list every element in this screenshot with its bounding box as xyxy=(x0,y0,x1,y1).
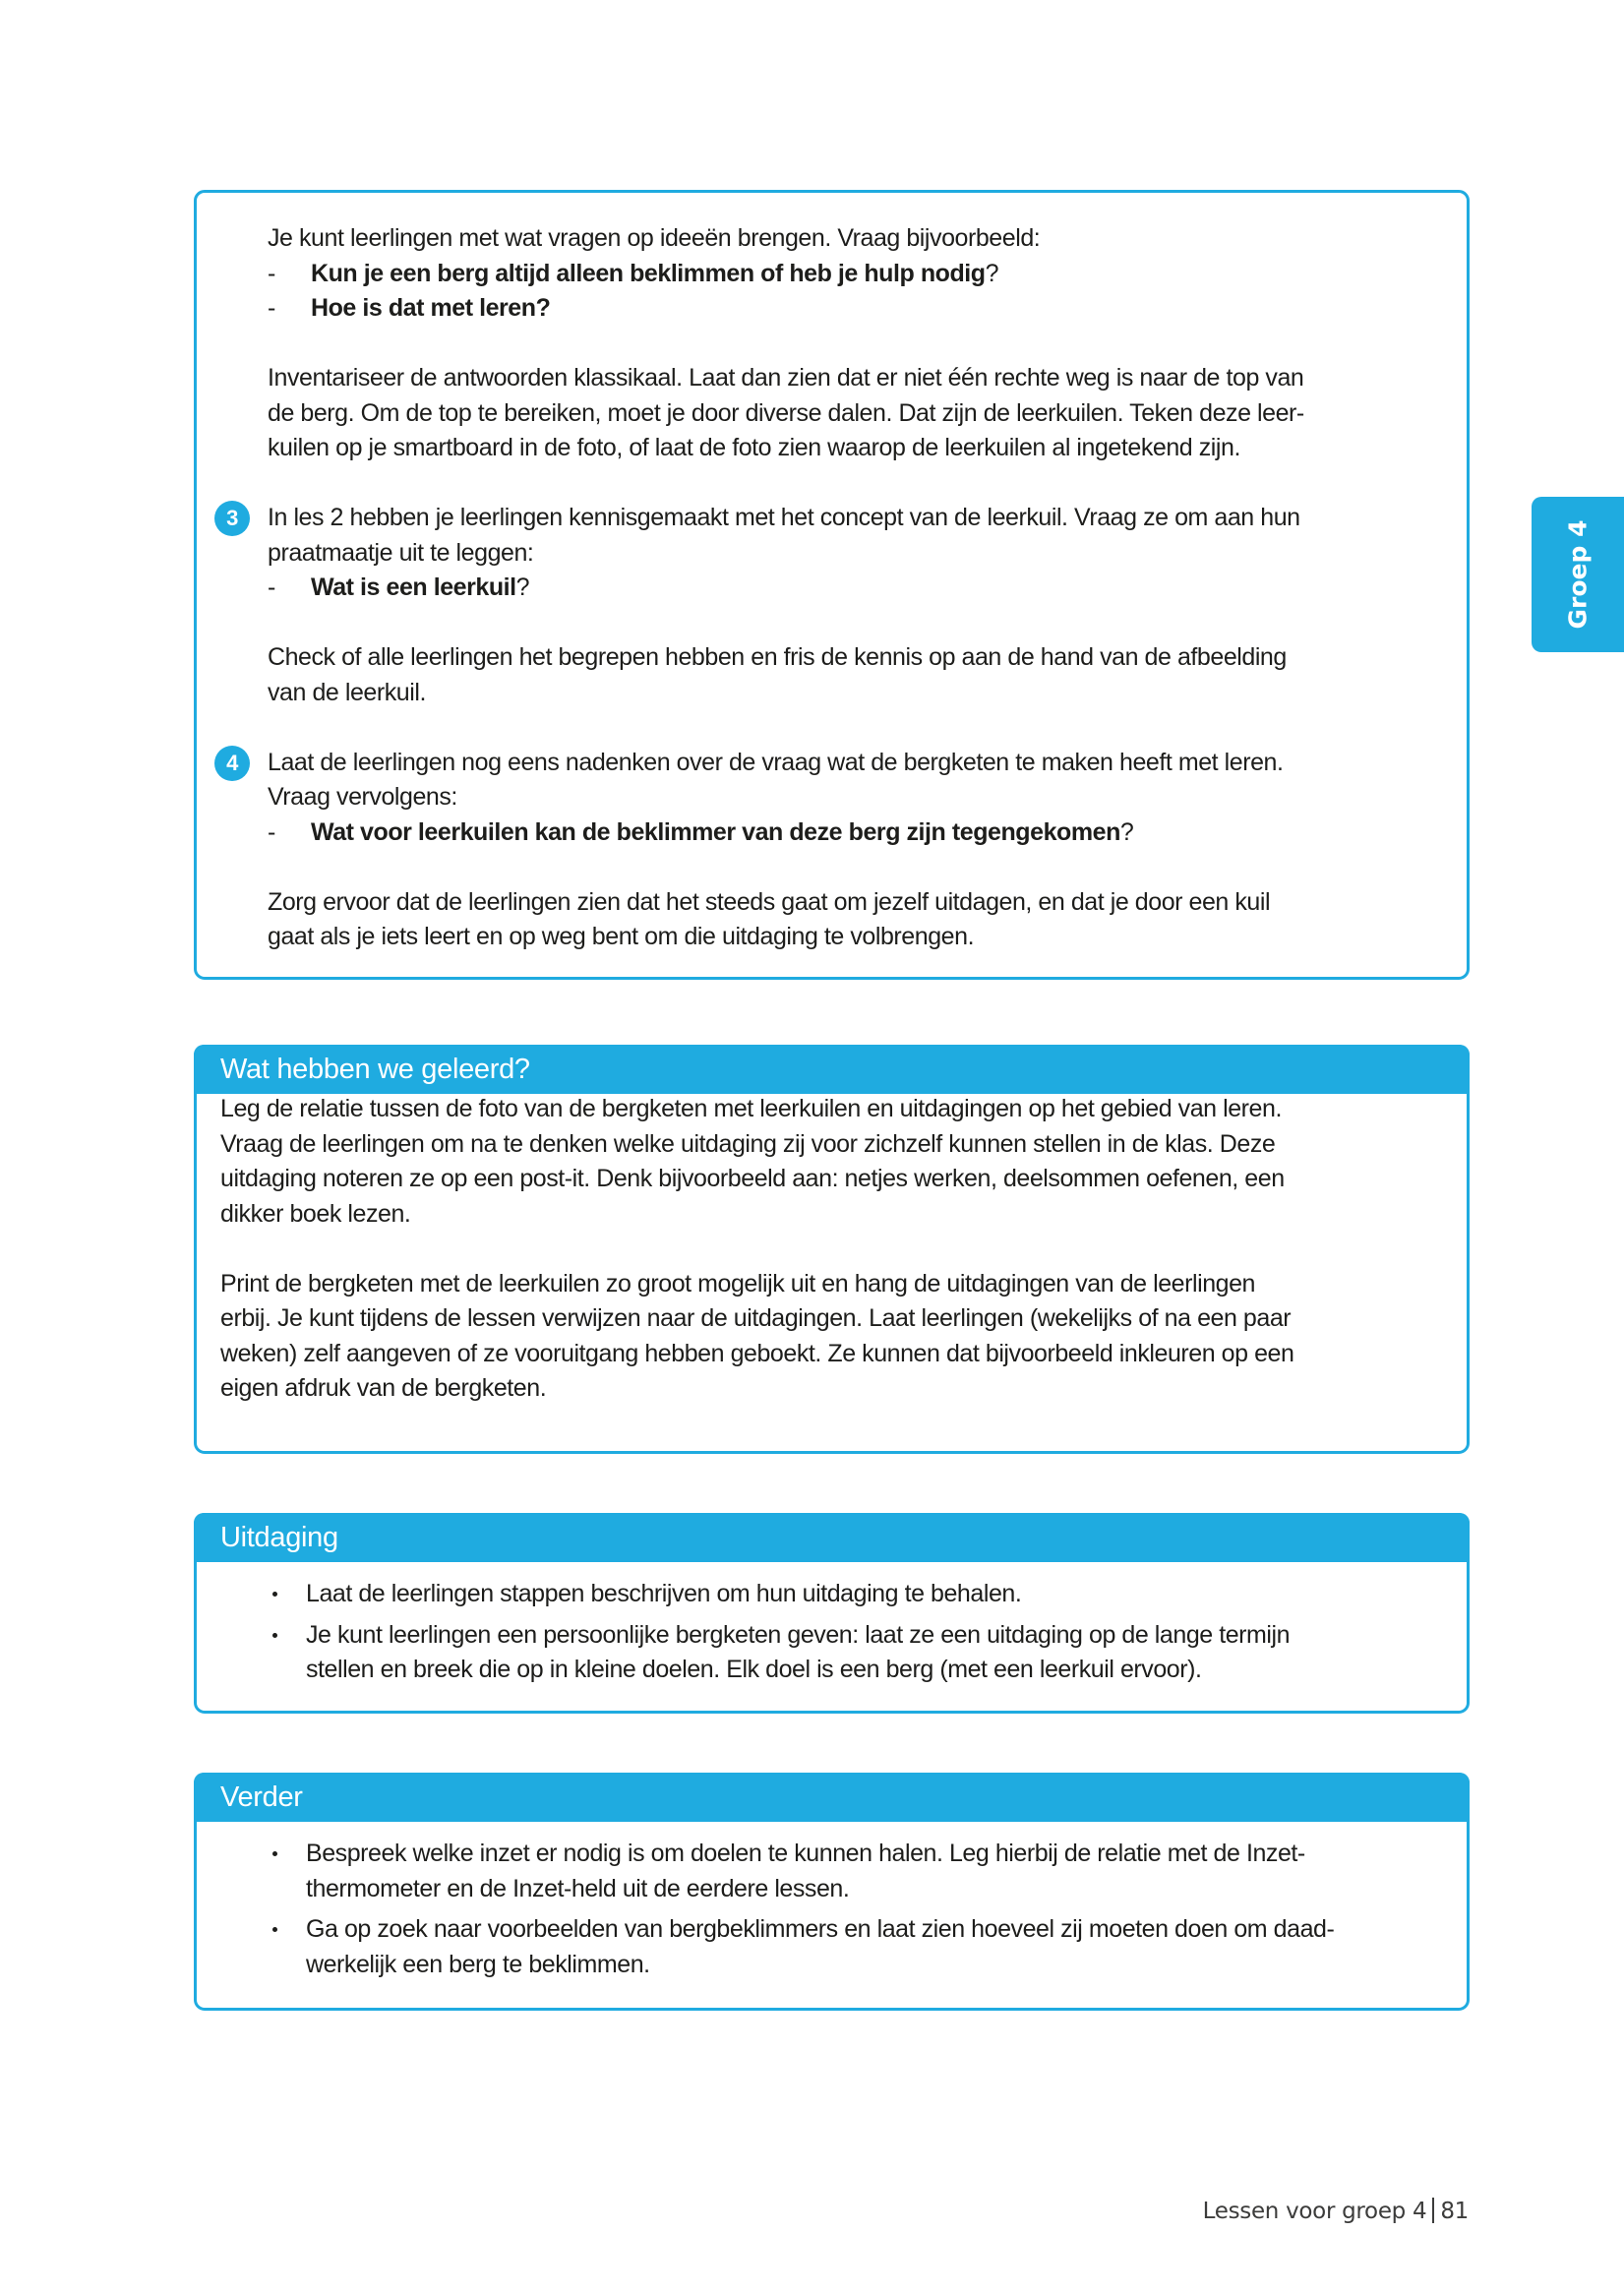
text-line xyxy=(268,571,1443,606)
text-line xyxy=(268,676,1443,711)
bullet-text-line: Ga op zoek naar voorbeelden van bergbeklimmers en laat zien hoeveel zij moeten doen om daad- xyxy=(306,1915,1335,1943)
bullet-list-item xyxy=(220,1912,1447,1982)
bullet-text-line: Bespreek welke inzet er nodig is om doelen te kunnen halen. Leg hierbij de relatie met de Inzet- xyxy=(306,1840,1305,1867)
paragraph-text: praatmaatje uit te leggen: xyxy=(268,538,534,567)
step-number-badge: 3 xyxy=(214,501,250,536)
text-line: Leg de relatie tussen de foto van de bergketen met leerkuilen en uitdagingen op het gebied van leren. xyxy=(220,1095,1282,1122)
dash-bullet: - xyxy=(268,817,275,846)
dash-bullet: - xyxy=(268,259,275,287)
spacer xyxy=(268,710,1443,746)
paragraph-text: In les 2 hebben je leerlingen kennisgemaakt met het concept van de leerkuil. Vraag ze om aan hun xyxy=(268,504,1300,531)
challenge-box xyxy=(194,1513,1470,1714)
side-tab-label: Groep 4 xyxy=(1563,519,1593,630)
text-line xyxy=(268,920,1443,955)
text-line: eigen afdruk van de bergketen. xyxy=(220,1374,547,1402)
text-line xyxy=(226,746,1443,781)
page-footer xyxy=(1203,2198,1469,2224)
side-tab-groep xyxy=(1532,497,1624,652)
spacer xyxy=(220,1232,1447,1267)
paragraph-text: Je kunt leerlingen met wat vragen op ideeën brengen. Vraag bijvoorbeeld: xyxy=(268,224,1041,252)
question-text: Kun je een berg altijd alleen beklimmen of heb je hulp nodig xyxy=(311,259,986,287)
text-line xyxy=(268,431,1443,466)
question-text: Wat voor leerkuilen kan de beklimmer van deze berg zijn tegengekomen xyxy=(311,817,1120,846)
text-line: Vraag de leerlingen om na te denken welke uitdaging zij voor zichzelf kunnen stellen in de klas. Deze xyxy=(220,1129,1276,1158)
footer-separator xyxy=(1432,2198,1434,2223)
text-line: dikker boek lezen. xyxy=(220,1199,411,1228)
bullet-list-item xyxy=(220,1618,1447,1688)
text-line xyxy=(268,361,1443,396)
instruction-box xyxy=(194,190,1470,980)
text-line xyxy=(268,815,1443,851)
bullet-icon xyxy=(272,1851,277,1856)
learned-box-content xyxy=(220,1092,1447,1407)
dash-bullet: - xyxy=(268,294,275,322)
bullet-text-line: Je kunt leerlingen een persoonlijke bergketen geven: laat ze een uitdaging op de lange termijn xyxy=(306,1620,1291,1649)
text-line xyxy=(268,291,1443,327)
bullet-text-line: stellen en breek die op in kleine doelen. Elk doel is een berg (met een leerkuil ervoor). xyxy=(306,1656,1202,1683)
text-line xyxy=(268,396,1443,432)
paragraph-text: Check of alle leerlingen het begrepen hebben en fris de kennis op aan de hand van de afbeelding xyxy=(268,643,1287,671)
paragraph-text: Laat de leerlingen nog eens nadenken over de vraag wat de bergketen te maken heeft met leren. xyxy=(268,748,1284,776)
paragraph-text: kuilen op je smartboard in de foto, of laat de foto zien waarop de leerkuilen al ingetekend zijn. xyxy=(268,434,1240,461)
question-mark: ? xyxy=(985,259,999,287)
spacer xyxy=(268,466,1443,502)
challenge-box-title: Uitdaging xyxy=(194,1513,1470,1562)
paragraph-text: Zorg ervoor dat de leerlingen zien dat het steeds gaat om jezelf uitdagen, en dat je door een kuil xyxy=(268,887,1271,916)
learned-box xyxy=(194,1045,1470,1454)
spacer xyxy=(268,327,1443,362)
text-line xyxy=(226,501,1443,536)
text-line xyxy=(268,221,1443,257)
paragraph-text: Vraag vervolgens: xyxy=(268,783,457,811)
further-box-content xyxy=(220,1837,1447,1988)
step-number-badge: 4 xyxy=(214,746,250,781)
paragraph-text: de berg. Om de top te bereiken, moet je door diverse dalen. Dat zijn de leerkuilen. Teken deze leer- xyxy=(268,398,1304,427)
question-mark: ? xyxy=(515,573,530,601)
dash-bullet: - xyxy=(268,573,275,601)
bullet-list-item xyxy=(220,1837,1447,1906)
learned-box-title: Wat hebben we geleerd? xyxy=(194,1045,1470,1094)
paragraph-text: gaat als je iets leert en op weg bent om die uitdaging te volbrengen. xyxy=(268,923,975,950)
bullet-icon xyxy=(272,1592,277,1597)
question-text: Wat is een leerkuil xyxy=(311,573,516,601)
instruction-content xyxy=(226,221,1443,955)
page-number: 81 xyxy=(1440,2199,1469,2224)
bullet-text-line: thermometer en de Inzet-held uit de eerdere lessen. xyxy=(306,1874,850,1902)
spacer xyxy=(268,606,1443,641)
further-box xyxy=(194,1773,1470,2011)
text-line: weken) zelf aangeven of ze vooruitgang hebben geboekt. Ze kunnen dat bijvoorbeeld inkleuren op een xyxy=(220,1339,1294,1367)
text-line xyxy=(268,257,1443,292)
paragraph-text: van de leerkuil. xyxy=(268,678,426,706)
bullet-list-item xyxy=(220,1577,1447,1612)
footer-title: Lessen voor groep 4 xyxy=(1202,2199,1427,2224)
text-line xyxy=(268,780,1443,815)
further-box-title: Verder xyxy=(194,1773,1470,1822)
bullet-text-line: Laat de leerlingen stappen beschrijven om hun uitdaging te behalen. xyxy=(306,1580,1022,1607)
text-line xyxy=(268,640,1443,676)
text-line: Print de bergketen met de leerkuilen zo groot mogelijk uit en hang de uitdagingen van de leerlingen xyxy=(220,1269,1256,1297)
bullet-text-line: werkelijk een berg te beklimmen. xyxy=(306,1950,650,1978)
question-mark: ? xyxy=(1119,817,1134,846)
text-line xyxy=(268,536,1443,572)
question-text: Hoe is dat met leren? xyxy=(311,294,551,322)
bullet-icon xyxy=(272,1927,277,1932)
spacer xyxy=(268,850,1443,885)
text-line: uitdaging noteren ze op een post-it. Denk bijvoorbeeld aan: netjes werken, deelsommen oefenen, een xyxy=(220,1165,1285,1192)
text-line xyxy=(268,885,1443,921)
bullet-icon xyxy=(272,1633,277,1638)
paragraph-text: Inventariseer de antwoorden klassikaal. Laat dan zien dat er niet één rechte weg is naar de top van xyxy=(268,364,1304,392)
challenge-box-content xyxy=(220,1577,1447,1694)
text-line: erbij. Je kunt tijdens de lessen verwijzen naar de uitdagingen. Laat leerlingen (wekelijks of na een paar xyxy=(220,1304,1292,1332)
